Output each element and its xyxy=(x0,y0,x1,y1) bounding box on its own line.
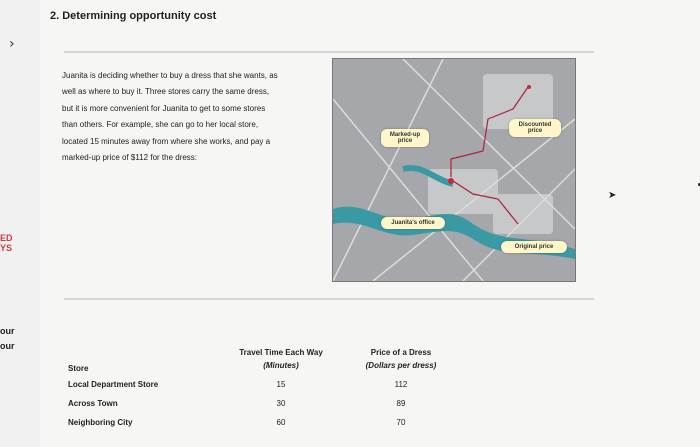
question-title: 2. Determining opportunity cost xyxy=(50,10,217,22)
side-label-4: our xyxy=(0,341,15,351)
store-name: Neighboring City xyxy=(68,418,133,427)
travel-time: 60 xyxy=(276,418,286,427)
paragraph-line: Juanita is deciding whether to buy a dress that she wants, as xyxy=(62,71,278,80)
header-price: Price of a Dress xyxy=(370,348,432,357)
header-travel-time: Travel Time Each Way xyxy=(239,348,323,357)
discounted-marker xyxy=(527,85,531,89)
question-paragraph xyxy=(62,68,332,166)
travel-time: 15 xyxy=(276,380,286,389)
question-page xyxy=(40,0,700,447)
paragraph-line: but it is more convenient for Juanita to get to some stores xyxy=(62,103,266,113)
store-name: Across Town xyxy=(68,399,118,408)
mouse-pointer-icon: ➤ xyxy=(608,190,617,201)
dress-price: 112 xyxy=(394,380,408,389)
header-store: Store xyxy=(68,364,89,373)
travel-time: 30 xyxy=(276,399,286,408)
paragraph-line: than others. For example, she can go to her local store, xyxy=(62,120,259,130)
map-label-discounted: Discounted price xyxy=(509,119,561,137)
city-map-image xyxy=(332,58,576,282)
header-price-unit: (Dollars per dress) xyxy=(365,361,437,370)
header-travel-unit: (Minutes) xyxy=(263,361,299,370)
paragraph-line: well as where to buy it. Three stores carry the same dress, xyxy=(62,87,270,97)
dress-price: 70 xyxy=(396,418,406,427)
divider xyxy=(64,298,594,300)
store-name: Local Department Store xyxy=(68,380,159,389)
divider xyxy=(64,51,594,53)
side-label-1: ED xyxy=(0,233,13,243)
chevron-right-icon[interactable]: › xyxy=(9,36,15,52)
map-label-office: Juanita's office xyxy=(381,217,445,229)
side-label-3: our xyxy=(0,326,15,336)
office-marker xyxy=(448,178,454,184)
map-label-original: Original price xyxy=(501,241,567,253)
left-sidebar xyxy=(0,0,40,447)
dress-price: 89 xyxy=(396,399,406,408)
paragraph-line: marked-up price of $112 for the dress: xyxy=(62,153,198,163)
paragraph-line: located 15 minutes away from where she works, and pay a xyxy=(62,136,271,146)
map-label-marked-up: Marked-up price xyxy=(381,129,429,147)
side-label-2: YS xyxy=(0,243,13,253)
